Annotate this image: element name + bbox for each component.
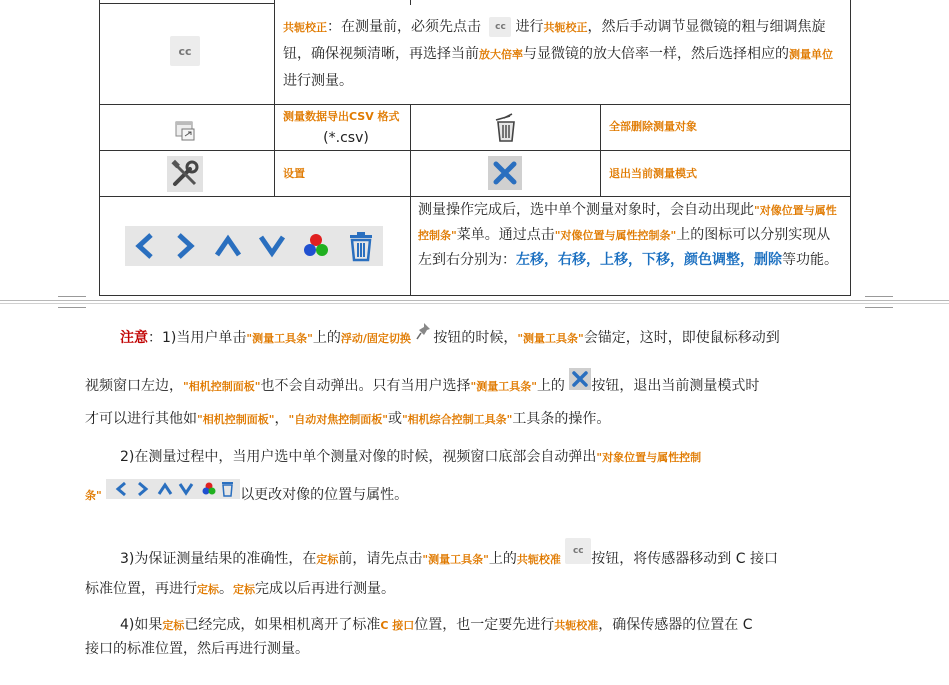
- right-arrow-icon[interactable]: [172, 231, 198, 261]
- cc-icon: cc: [489, 17, 511, 37]
- color-adjust-icon[interactable]: [301, 231, 331, 261]
- object-control-toolbar-mini: [106, 479, 240, 499]
- up-arrow-icon[interactable]: [213, 231, 243, 261]
- left-arrow-icon[interactable]: [132, 231, 158, 261]
- export-csv-icon[interactable]: [172, 118, 198, 144]
- settings-label: 设置: [283, 167, 305, 180]
- note-line-7: 标准位置，再进行定标。定标完成以后再进行测量。: [85, 581, 395, 597]
- cc-icon: cc: [565, 538, 591, 564]
- delete-all-label: 全部删除测量对象: [609, 120, 697, 133]
- note-line-2: 视频窗口左边，"相机控制面板"也不会自动弹出。只有当用户选择"测量工具条"上的 按钮，退出当前测量模式时: [85, 373, 867, 400]
- tools-icon[interactable]: [167, 156, 203, 192]
- page-corner-mark: [865, 296, 893, 308]
- feature-table: [99, 0, 851, 296]
- note-line-9: 接口的标准位置，然后再进行测量。: [85, 641, 309, 657]
- note-line-8: 4)如果定标已经完成，如果相机离开了标准C 接口位置，也一定要先进行共轭校准，确保传感器的位置在 C: [120, 617, 753, 633]
- note-line-4: 2)在测量过程中，当用户选中单个测量对像的时候，视频窗口底部会自动弹出"对象位置与属性控制: [120, 449, 702, 465]
- pin-icon: [415, 321, 433, 343]
- trash-icon[interactable]: [346, 230, 376, 262]
- cc-icon[interactable]: cc: [170, 36, 200, 66]
- export-csv-label: 测量数据导出CSV 格式 (*.csv): [283, 110, 400, 146]
- note-line-1: 注意：1)当用户单击"测量工具条"上的浮动/固定切换 按钮的时候，"测量工具条"会锚定，这时，即使鼠标移动到: [120, 325, 868, 352]
- page-corner-mark: [58, 296, 86, 308]
- close-x-icon[interactable]: [488, 156, 522, 190]
- trash-icon[interactable]: [491, 112, 521, 144]
- page-break: [0, 300, 949, 304]
- note-line-3: 才可以进行其他如"相机控制面板"，"自动对焦控制面板"或"相机综合控制工具条"工具条的操作。: [85, 411, 611, 427]
- conjugate-correction-desc: 共轭校正：在测量前，必须先点击 cc 进行共轭校正，然后手动调节显微镜的粗与细调焦旋钮，确保视频清晰，再选择当前放大倍率与显微镜的放大倍率一样，然后选择相应的测量单位进行测量。: [283, 19, 833, 89]
- object-control-toolbar: [125, 226, 383, 266]
- exit-measure-label: 退出当前测量模式: [609, 167, 697, 180]
- note-line-5: 条" 以更改对像的位置与属性。: [85, 482, 867, 509]
- down-arrow-icon[interactable]: [257, 231, 287, 261]
- close-x-icon: [569, 368, 591, 390]
- toolbar-description: 测量操作完成后，选中单个测量对象时，会自动出现此"对像位置与属性控制条"菜单。通过点击"对像位置与属性控制条"上的图标可以分别实现从左到右分别为：左移，右移，上移，下移，颜色调整，删除等功能。: [418, 202, 838, 268]
- note-line-6: 3)为保证测量结果的准确性，在定标前，请先点击"测量工具条"上的共轭校准 cc 按钮，将传感器移动到 C 接口: [120, 546, 868, 573]
